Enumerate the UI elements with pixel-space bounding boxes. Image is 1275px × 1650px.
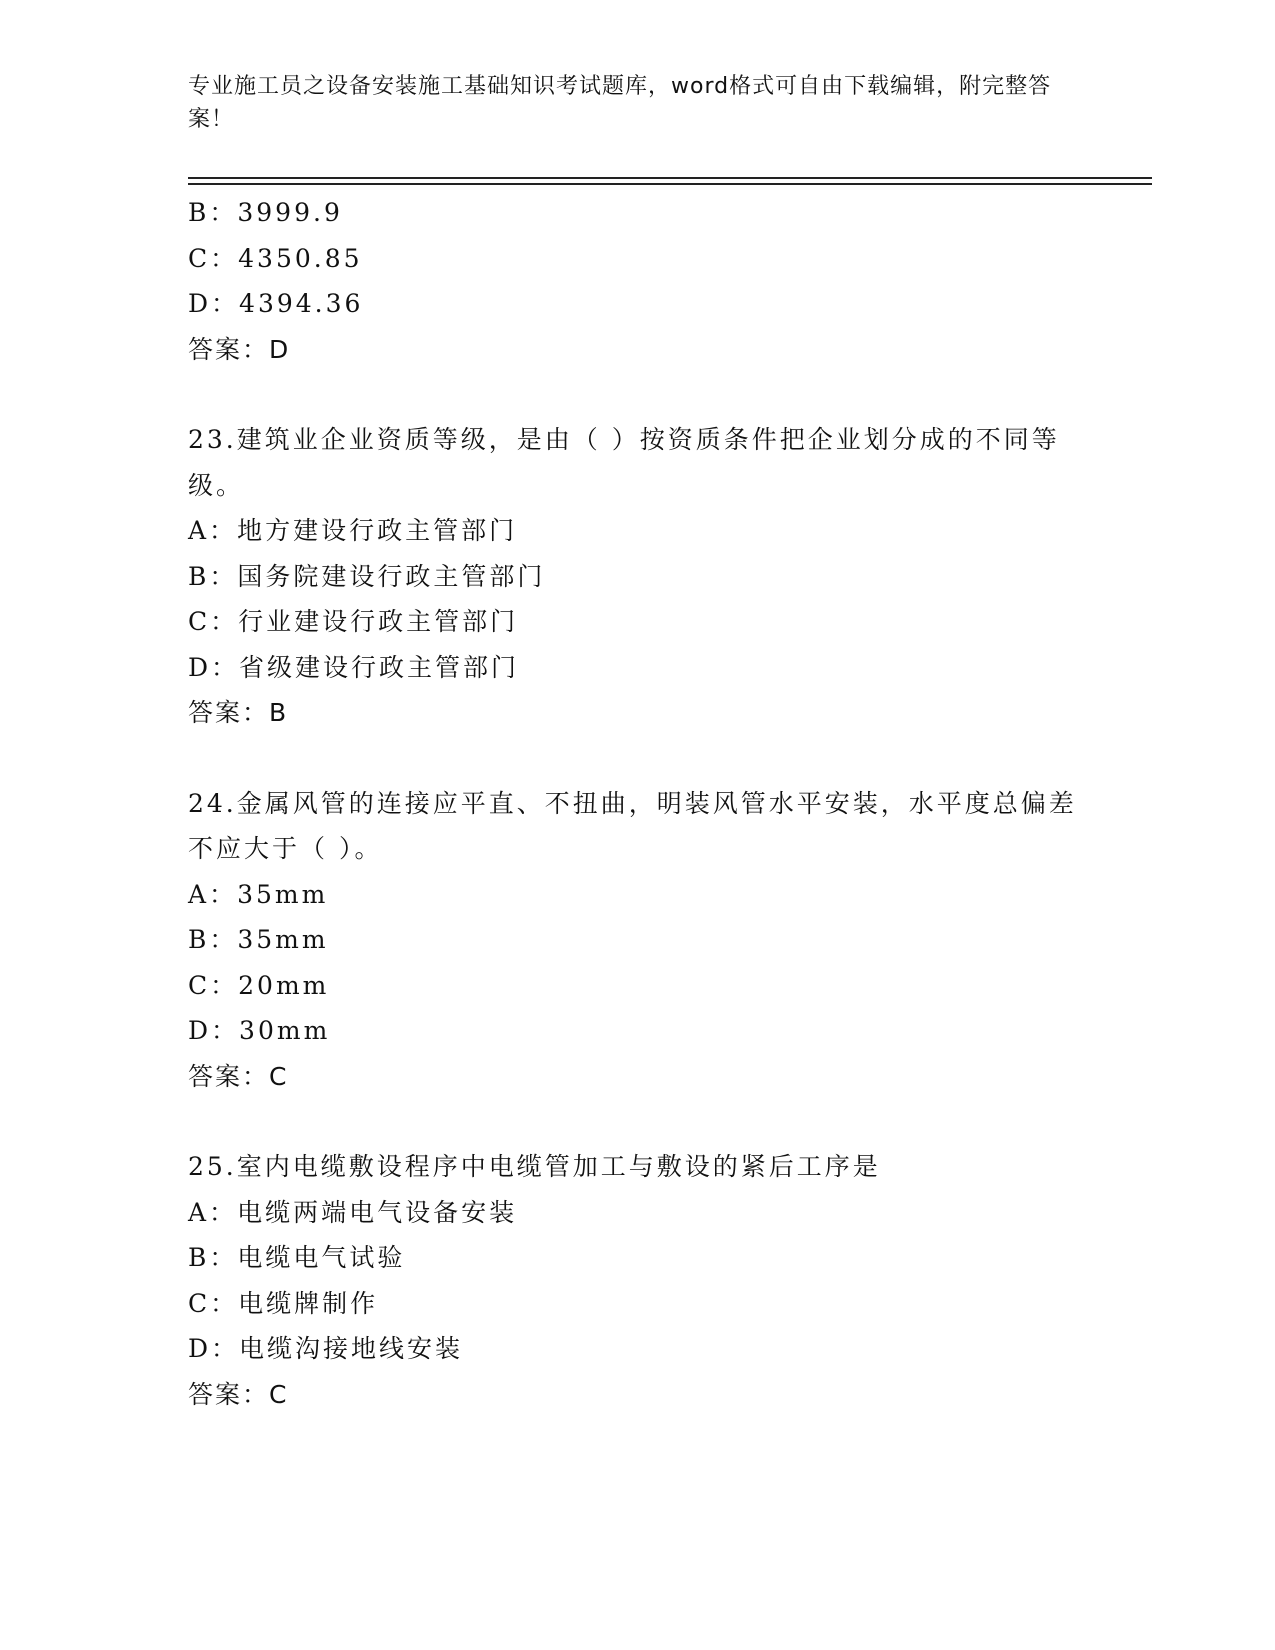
option-text: 30mm [239,1016,331,1045]
option-label: B： [188,925,238,954]
option-a [188,1190,1088,1236]
option-d [188,281,1088,327]
option-label: B： [188,198,238,227]
option-text: 4350.85 [238,243,363,273]
option-label: D： [188,289,240,318]
option-text: 20mm [238,970,330,1000]
option-c [188,599,1088,645]
option-label: C： [188,607,239,636]
option-label: C： [188,243,239,273]
option-text: 省级建设行政主管部门 [239,652,520,682]
option-label: B： [188,1243,238,1272]
question-24 [188,781,1088,1100]
option-label: B： [188,561,238,591]
question-23 [188,417,1088,736]
option-label: A： [188,879,238,909]
question-number: 24. [188,788,237,818]
option-label: D： [188,1016,240,1045]
option-text: 电缆电气试验 [237,1243,406,1272]
question-22-continued [188,190,1088,372]
option-d [188,645,1088,691]
option-label: D： [188,1334,240,1363]
question-number: 25. [188,1152,237,1181]
answer-line: 答案：D [188,334,291,364]
option-text: 4394.36 [239,289,364,318]
option-label: C： [188,970,239,1000]
document-content [188,190,1088,1417]
option-label: C： [188,1288,239,1318]
option-a [188,508,1088,554]
option-text: 3999.9 [237,198,343,227]
header-text: 专业施工员之设备安装施工基础知识考试题库，word格式可自由下载编辑，附完整答案！ [188,74,1052,132]
option-label: D： [188,652,240,682]
option-text: 地方建设行政主管部门 [237,516,518,545]
option-d [188,1326,1088,1372]
option-label: A： [188,1197,238,1227]
question-text [188,417,1088,508]
option-text: 35mm [237,879,329,909]
question-stem: 室内电缆敷设程序中电缆管加工与敷设的紧后工序是 [236,1152,881,1181]
question-text [188,1144,1088,1190]
answer-line: 答案：C [188,1379,289,1409]
option-text: 35mm [237,925,329,954]
header-rule-top [188,177,1152,179]
question-number: 23. [188,425,237,454]
option-b [188,917,1088,963]
option-text: 行业建设行政主管部门 [238,607,519,636]
question-stem: 金属风管的连接应平直、不扭曲，明装风管水平安装，水平度总偏差不应大于（ ）。 [188,788,1077,863]
answer-line: 答案：B [188,698,289,727]
option-c [188,236,1088,282]
option-d [188,1008,1088,1054]
option-a [188,872,1088,918]
option-text: 电缆沟接地线安装 [239,1334,464,1363]
option-text: 电缆牌制作 [238,1288,379,1318]
answer-line: 答案：C [188,1061,289,1091]
option-b [188,190,1088,236]
option-b [188,1235,1088,1281]
question-stem: 建筑业企业资质等级，是由（ ）按资质条件把企业划分成的不同等级。 [188,425,1060,500]
option-text: 电缆两端电气设备安装 [237,1197,518,1227]
question-text [188,781,1088,872]
option-label: A： [188,516,238,545]
option-text: 国务院建设行政主管部门 [237,561,546,591]
option-b [188,554,1088,600]
option-c [188,963,1088,1009]
option-c [188,1281,1088,1327]
question-25 [188,1144,1088,1417]
page-header [188,70,1068,136]
header-rule-bottom [188,183,1152,185]
